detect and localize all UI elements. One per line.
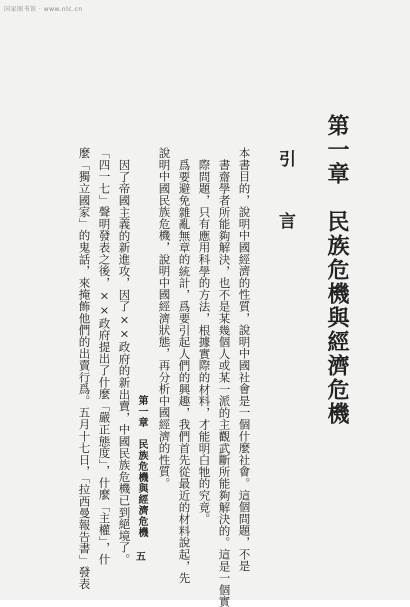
library-watermark: 国家图书馆 · www.nlc.cn [4, 6, 83, 13]
body-line-7: 「四一七」聲明發表之後，××政府提出了什麼「嚴正態度」，什麼「主權」，什 [97, 147, 112, 566]
body-line-3: 際問題，只有應用科學的方法，根據實際的材料，才能明白牠的究竟。 [197, 159, 212, 525]
body-line-5: 說明中國民族危機，說明中國經濟狀態，再分析中國經濟的性質。 [157, 147, 172, 490]
body-line-6: 因了帝國主義的新進攻，因了××政府的新出賣，中國民族危機已到絕境了。 [117, 159, 132, 566]
body-line-2: 書齋學者所能夠解決，也不是某幾個人或某一派的主觀武斷所能夠解決的。這是一個實 [217, 159, 232, 607]
section-title: 引 言 [275, 150, 295, 243]
body-line-1: 本書目的，說明中國經濟的性質，說明中國社會是一個什麼社會。這個問題，不是 [237, 147, 252, 572]
page-number: 五 [136, 552, 146, 563]
chapter-title: 第一章 民族危機與經濟危機 [324, 114, 350, 426]
body-line-4: 爲要避免雜亂無章的統計，爲要引起人們的興趣，我們首先從最近的材料說起，先 [177, 159, 192, 584]
body-line-8: 麼「獨立國家」的鬼話，來掩飾他們的出賣行爲。五月十七日，「拉西曼報告書」發表 [77, 147, 92, 590]
running-footer: 第一章 民族危機與經濟危機 [136, 395, 147, 538]
